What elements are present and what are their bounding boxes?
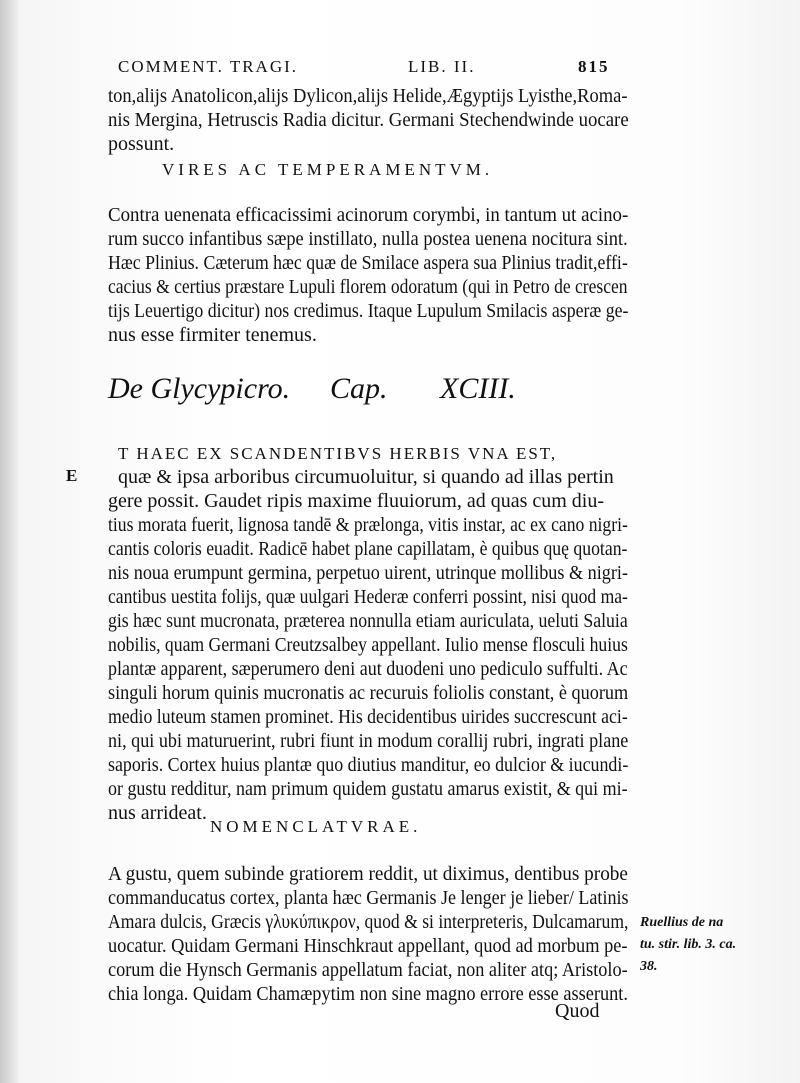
text-line: medio luteum stamen prominet. His decidentibus uirides succrescunt aci- <box>108 706 628 728</box>
text-line: gis hæc sunt mucronata, præterea nonnulla etiam auriculata, ueluti Saluia <box>108 610 628 632</box>
text-line: plantæ apparent, sæperumero deni aut duodeni uno pediculo suffulti. Ac <box>108 658 628 680</box>
text-line: ton,alijs Anatolicon,alijs Dylicon,alijs Helide,Ægyptijs Lyisthe,Roma- <box>108 85 628 107</box>
text-line: or gustu redditur, nam primum quidem gustatu amarus existit, & qui mi- <box>108 778 628 800</box>
text-line: commanducatus cortex, planta hæc Germanis Je lenger je lieber/ Latinis <box>108 887 629 909</box>
text-line: Amara dulcis, Græcis γλυκύπικρον, quod & si interpreteris, Dulcamarum, <box>108 911 629 933</box>
section-heading-nomenclature: NOMENCLATVRAE. <box>210 817 422 836</box>
text-line: singuli horum quinis mucronatis ac recuruis foliolis constant, è quorum <box>108 682 629 704</box>
drop-capital: E <box>66 466 78 485</box>
text-line: uocatur. Quidam Germani Hinschkraut appellant, quod ad morbum pe- <box>108 935 628 957</box>
running-header <box>118 57 638 81</box>
margin-note-line: Ruellius de na <box>640 915 724 930</box>
section-heading-vires: VIRES AC TEMPERAMENTVM. <box>162 160 494 179</box>
chapter-label: Cap. <box>330 372 388 405</box>
margin-note-line: tu. stir. lib. 3. ca. <box>640 937 737 952</box>
text-line: T HAEC EX SCANDENTIBVS HERBIS VNA EST, <box>118 444 558 463</box>
text-line: gere possit. Gaudet ripis maxime fluuiorum, ad quas cum diu- <box>108 490 605 512</box>
page-number: 815 <box>578 57 610 76</box>
chapter-number: XCIII. <box>440 372 516 405</box>
text-line: nobilis, quam Germani Creutzsalbey appellant. Iulio mense flosculi huius <box>108 634 628 656</box>
text-line: cantibus uestita folijs, quæ uulgari Hederæ conferri possint, nisi quod ma- <box>108 586 628 608</box>
text-line: Hæc Plinius. Cæterum hæc quæ de Smilace aspera sua Plinius tradit,effi- <box>108 252 628 274</box>
text-line: nus arrideat. <box>108 802 207 824</box>
text-line: cacius & certius præstare Lupuli florem odoratum (qui in Petro de crescen <box>108 276 628 298</box>
margin-note-line: 38. <box>640 959 658 974</box>
text-line: quæ & ipsa arboribus circumuoluitur, si quando ad illas pertin <box>118 466 614 488</box>
text-line: Contra uenenata efficacissimi acinorum corymbi, in tantum ut acino- <box>108 204 629 226</box>
header-title: COMMENT. TRAGI. <box>118 57 299 76</box>
chapter-title: De Glycypicro. <box>108 372 291 405</box>
text-line: saporis. Cortex huius plantæ quo diutius manditur, eo dulcior & iucundi- <box>108 754 629 776</box>
catchword: Quod <box>555 1000 600 1022</box>
text-line: nis noua erumpunt germina, perpetuo uirent, utrinque mollibus & nigri- <box>108 562 628 584</box>
text-line: rum succo infantibus sæpe instillato, nulla postea uenena nocitura sint. <box>108 228 628 250</box>
text-line: tius morata fuerit, lignosa tandē & prælonga, vitis instar, ac ex cano nigri- <box>108 514 628 536</box>
text-line: ni, qui ubi maturuerint, rubri fiunt in modum corallij rubri, ingrati plane <box>108 730 629 752</box>
text-line: nus esse firmiter tenemus. <box>108 324 317 346</box>
text-line: possunt. <box>108 133 175 155</box>
text-line: tijs Leuertigo dicitur) nos credimus. Itaque Lupulum Smilacis asperæ ge- <box>108 300 629 322</box>
text-line: cantis coloris euadit. Radicē habet plane capillatam, è quibus quę quotan- <box>108 538 628 560</box>
text-line: chia longa. Quidam Chamæpytim non sine magno errore esse asserunt. <box>108 983 628 1005</box>
text-line: corum die Hynsch Germanis appellatum faciat, non aliter atq; Aristolo- <box>108 959 628 981</box>
header-book: LIB. II. <box>408 57 476 76</box>
text-line: nis Mergina, Hetruscis Radia dicitur. Germani Stechendwinde uocare <box>108 109 629 131</box>
text-line: A gustu, quem subinde gratiorem reddit, ut diximus, dentibus probe <box>108 863 628 885</box>
binding-gutter <box>0 0 18 1083</box>
